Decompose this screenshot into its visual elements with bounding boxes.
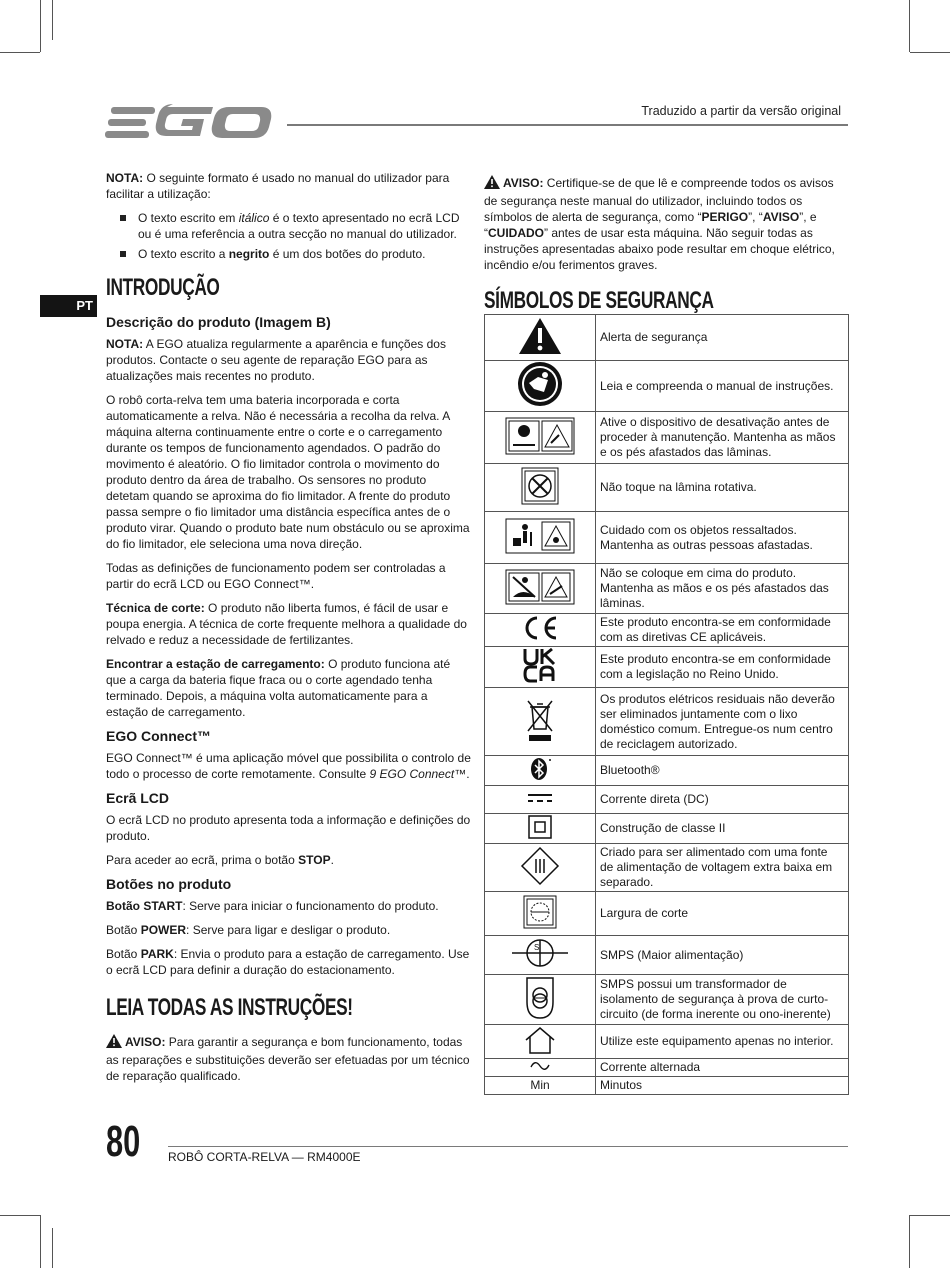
warning-triangle-icon (484, 175, 500, 193)
table-row: Bluetooth® (485, 756, 849, 786)
ego-connect-heading: EGO Connect™ (106, 728, 212, 744)
table-row: S SMPS (Maior alimentação) (485, 936, 849, 975)
paragraph: Encontrar a estação de carregamento: O produto funciona até que a carga da bateria fique fraca ou o corte agendado tenha terminado. Depois, a máquina volta automaticamente para a estação de carregamento. (106, 657, 451, 719)
cutting-width-icon (485, 892, 596, 936)
disconnect-device-icon (485, 412, 596, 464)
ego-logo (105, 103, 277, 143)
crop-mark (52, 1228, 53, 1268)
ce-mark-icon (485, 614, 596, 647)
paragraph: Botão POWER: Serve para ligar e desligar o produto. (106, 923, 391, 937)
list-item: O texto escrito a negrito é um dos botões do produto. (106, 246, 471, 262)
left-column (106, 170, 471, 1092)
table-row: Corrente alternada (485, 1059, 849, 1077)
crop-mark (52, 0, 53, 40)
bluetooth-icon (485, 756, 596, 786)
read-manual-icon (485, 361, 596, 412)
crop-mark (40, 0, 41, 52)
paragraph: Técnica de corte: O produto não liberta fumos, é fácil de usar e poupa energia. A técnica de corte frequente melhora a qualidade do relvado e reduz a necessidade de fertilizantes. (106, 601, 467, 647)
paragraph: EGO Connect™ é uma aplicação móvel que possibilita o controlo de todo o processo de corte remotamente. Consulte 9 EGO Connect™. (106, 751, 471, 781)
table-row: SMPS possui um transformador de isolamento de segurança à prova de curto-circuito (de forma inerente ou ono-inerente) (485, 975, 849, 1025)
note-updates: NOTA: A EGO atualiza regularmente a aparência e funções dos produtos. Contacte o seu agente de reparação EGO para as atualizações mais recentes no produto. (106, 337, 446, 383)
crop-mark (0, 1215, 40, 1216)
table-row: Cuidado com os objetos ressaltados. Mantenha as outras pessoas afastadas. (485, 512, 849, 564)
intro-heading: INTRODUÇÃO (106, 274, 220, 301)
direct-current-icon (485, 786, 596, 814)
table-row: Criado para ser alimentado com uma fonte de alimentação de voltagem extra baixa em separado. (485, 844, 849, 892)
safety-transformer-icon (485, 975, 596, 1025)
table-row: Leia e compreenda o manual de instruções. (485, 361, 849, 412)
smps-icon (485, 936, 596, 975)
svg-text:S: S (534, 943, 540, 952)
warning-read-all: AVISO: Certifique-se de que lê e compreende todos os avisos de segurança neste manual do utilizador, incluindo todos os símbolos de alerta de segurança, como “PERIGO”, “AVISO”, e “CUIDADO” antes de usar esta máquina. Não seguir todas as instruções apresentadas abaixo pode resultar em choque elétrico, incêndio e/ou ferimentos graves. (484, 176, 835, 272)
right-column (484, 175, 849, 327)
thrown-objects-icon (485, 512, 596, 564)
min-label: Min (485, 1077, 596, 1095)
table-row: Corrente direta (DC) (485, 786, 849, 814)
table-row: Construção de classe II (485, 814, 849, 844)
no-riding-icon (485, 564, 596, 614)
table-row: Alerta de segurança (485, 315, 849, 361)
table-row: Não toque na lâmina rotativa. (485, 464, 849, 512)
translation-note: Traduzido a partir da versão original (641, 104, 841, 118)
table-row: Largura de corte (485, 892, 849, 936)
warning-triangle-icon (106, 1034, 122, 1052)
safety-alert-icon (485, 315, 596, 361)
weee-bin-icon (485, 688, 596, 756)
lcd-heading: Ecrã LCD (106, 790, 170, 806)
note-format: NOTA: O seguinte formato é usado no manual do utilizador para facilitar a utilização: (106, 171, 450, 201)
paragraph: Botão PARK: Envia o produto para a estação de carregamento. Use o ecrã LCD para definir a duração do estacionamento. (106, 947, 470, 977)
paragraph: O robô corta-relva tem uma bateria incorporada e corta automaticamente a relva. Não é necessária a recolha da relva. A máquina alterna continuamente entre o corte e o carregamento durante os tempos de funcionamento agendados. O padrão do movimento é aleatório. O fio limitador controla o movimento do produto dentro da área de trabalho. Os sensores no produto detetam quando se aproxima do fio limitador. A frente do produto passa sempre o fio limitador uma distância específica antes de o produto virar. Quando o produto bate num obstáculo ou se aproxima do fio limitador, ele seleciona uma nova direção. (106, 393, 470, 551)
product-description-heading: Descrição do produto (Imagem B) (106, 314, 331, 330)
language-tab: PT (40, 295, 97, 317)
list-item: O texto escrito em itálico é o texto apresentado no ecrã LCD ou é uma referência a outra secção no manual do utilizador. (106, 210, 471, 242)
rotating-blade-icon (485, 464, 596, 512)
warning-repairs: AVISO: Para garantir a segurança e bom funcionamento, todas as reparações e substituições deverão ser efetuadas por um técnico de reparação qualificado. (106, 1035, 470, 1083)
table-row: Este produto encontra-se em conformidade com a legislação no Reino Unido. (485, 647, 849, 688)
crop-mark (909, 0, 910, 52)
format-list (106, 210, 471, 262)
paragraph: Botão START: Serve para iniciar o funcionamento do produto. (106, 899, 439, 913)
paragraph: Para aceder ao ecrã, prima o botão STOP. (106, 853, 334, 867)
crop-mark (0, 52, 40, 53)
crop-mark (40, 1215, 41, 1268)
alternating-current-icon (485, 1059, 596, 1077)
buttons-heading: Botões no produto (106, 876, 232, 892)
paragraph: Todas as definições de funcionamento podem ser controladas a partir do ecrã LCD ou EGO Connect™. (106, 561, 446, 591)
crop-mark (910, 1215, 950, 1216)
crop-mark (910, 52, 950, 53)
crop-mark (909, 1215, 910, 1268)
footer-rule (168, 1146, 848, 1147)
paragraph: O ecrã LCD no produto apresenta toda a informação e definições do produto. (106, 813, 471, 843)
table-row: Min Minutos (485, 1077, 849, 1095)
page-number: 80 (106, 1117, 141, 1166)
table-row: Não se coloque em cima do produto. Mantenha as mãos e os pés afastados das lâminas. (485, 564, 849, 614)
indoor-use-icon (485, 1025, 596, 1059)
table-row: Utilize este equipamento apenas no interior. (485, 1025, 849, 1059)
ukca-mark-icon (485, 647, 596, 688)
table-row: Os produtos elétricos residuais não deverão ser eliminados juntamente com o lixo doméstico comum. Entregue-os num centro de reciclagem autorizado. (485, 688, 849, 756)
table-row: Este produto encontra-se em conformidade com as diretivas CE aplicáveis. (485, 614, 849, 647)
footer-product: ROBÔ CORTA-RELVA — RM4000E (168, 1150, 361, 1164)
class-ii-icon (485, 814, 596, 844)
class-iii-icon (485, 844, 596, 892)
table-row: Ative o dispositivo de desativação antes de proceder à manutenção. Mantenha as mãos e os pés afastados das lâminas. (485, 412, 849, 464)
read-instructions-heading: LEIA TODAS AS INSTRUÇÕES! (106, 994, 353, 1021)
safety-symbols-heading: SÍMBOLOS DE SEGURANÇA (484, 287, 714, 314)
safety-symbols-table (484, 314, 849, 1095)
header-rule (287, 124, 848, 126)
